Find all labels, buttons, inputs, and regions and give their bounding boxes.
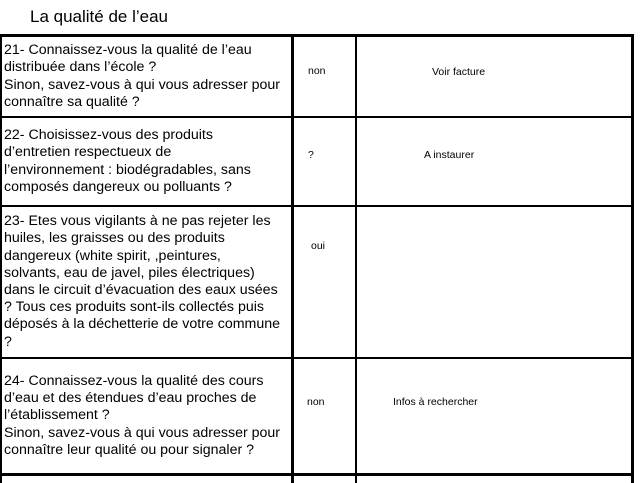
answer-text: oui [311, 240, 326, 252]
comment-text: Voir facture [432, 66, 486, 78]
answer-cell [294, 359, 357, 473]
answer-cell [294, 118, 357, 205]
question-cell [2, 207, 294, 357]
question-cell [2, 37, 294, 116]
question-text: 21- Connaissez-vous la qualité de l’eau distribuée dans l’école ? Sinon, savez-vous à qui vous adresser pour connaître sa qualité ? [4, 42, 281, 110]
question-cell [2, 118, 294, 205]
question-row-22 [2, 118, 631, 207]
answer-text: non [308, 65, 326, 77]
comment-cell [357, 359, 631, 473]
question-text: 23- Etes vous vigilants à ne pas rejeter les huiles, les graisses ou des produits dangereux (white spirit, ,peintures, solvants, eau de javel, piles électriques) dans le circuit d’évacuation des eaux usées ? Tous ces produits sont-ils collectés puis déposés à la déchetterie de votre commune ? [4, 213, 281, 350]
table-row-partial [2, 476, 631, 483]
question-text: 22- Choisissez-vous des produits d’entretien respectueux de l’environnement : biodégradables, sans composés dangereux ou polluants ? [4, 127, 251, 195]
comment-cell [357, 118, 631, 205]
comment-text: Infos à rechercher [393, 396, 478, 408]
question-cell [2, 476, 294, 483]
comment-cell [357, 37, 631, 116]
answer-text: non [307, 396, 325, 408]
answer-cell [294, 476, 357, 483]
question-row-21 [2, 37, 631, 118]
comment-cell [357, 207, 631, 357]
section-title: La qualité de l’eau [30, 7, 169, 26]
comment-text: A instaurer [424, 149, 475, 161]
answer-cell [294, 207, 357, 357]
answer-cell [294, 37, 357, 116]
answer-text: ? [308, 149, 314, 161]
question-text: 24- Connaissez-vous la qualité des cours d’eau et des étendues d’eau proches de l’établissement ? Sinon, savez-vous à qui vous adresser pour connaître leur qualité ou pour signaler ? [4, 372, 281, 458]
question-cell [2, 359, 294, 473]
question-row-23 [2, 207, 631, 359]
comment-cell [357, 476, 631, 483]
water-quality-table [0, 34, 634, 483]
question-row-24 [2, 359, 631, 476]
